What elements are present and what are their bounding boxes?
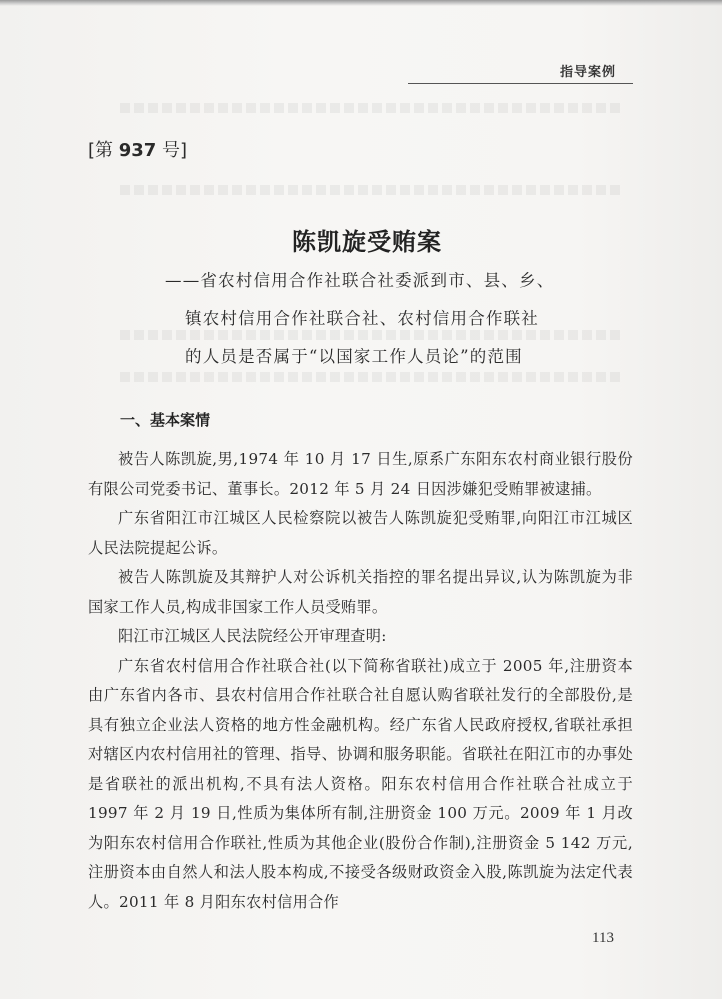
subtitle-line: 镇农村信用合作社联合社、农村信用合作联社 [185,309,539,328]
paragraph: 被告人陈凯旋,男,1974 年 10 月 17 日生,原系广东阳东农村商业银行股份有限公司党委书记、董事长。2012 年 5 月 24 日因涉嫌犯受贿罪被逮捕。 [88,450,633,498]
case-number-close: 号] [156,140,188,161]
section-heading: 一、基本案情 [120,411,211,429]
paragraph: 阳江市江城区人民法院经公开审理查明: [118,627,387,645]
subtitle-line: ——省农村信用合作社联合社委派到市、县、乡、 [165,271,555,290]
page-number: 113 [592,930,614,946]
case-number-value: 937 [118,140,157,161]
show-through-texture [120,103,620,113]
show-through-texture [120,185,620,195]
running-header-title: 指导案例 [560,65,617,80]
paragraph: 被告人陈凯旋及其辩护人对公诉机关指控的罪名提出异议,认为陈凯旋为非国家工作人员,构成非国家工作人员受贿罪。 [88,568,633,616]
subtitle-line: 的人员是否属于“以国家工作人员论”的范围 [185,347,523,366]
case-title: 陈凯旋受贿案 [292,228,442,256]
header-rule [408,83,633,84]
paragraph: 广东省阳江市江城区人民检察院以被告人陈凯旋犯受贿罪,向阳江市江城区人民法院提起公诉。 [88,509,633,557]
case-number [88,136,187,162]
paragraph: 广东省农村信用合作社联合社(以下简称省联社)成立于 2005 年,注册资本由广东省内各市、县农村信用合作社联合社自愿认购省联社发行的全部股份,是具有独立企业法人资格的地方性金融机构。经广东省人民政府授权,省联社承担对辖区内农村信用社的管理、指导、协调和服务职能。省联社在阳江市的办事处是省联社的派出机构,不具有法人资格。阳东农村信用合作社联合社成立于 1997 年 2 月 19 日,性质为集体所有制,注册资金 100 万元。2009 年 1 月改为阳东农村信用合作联社,性质为其他企业(股份合作制),注册资金 5 142 万元,注册资本由自然人和法人股本构成,不接受各级财政资金入股,陈凯旋为法定代表人。2011 年 8 月阳东农村信用合作 [88,656,633,911]
case-number-open: [第 [88,140,119,161]
page-top-edge [0,0,722,6]
case-subtitle [165,262,645,376]
section-body [88,445,633,917]
